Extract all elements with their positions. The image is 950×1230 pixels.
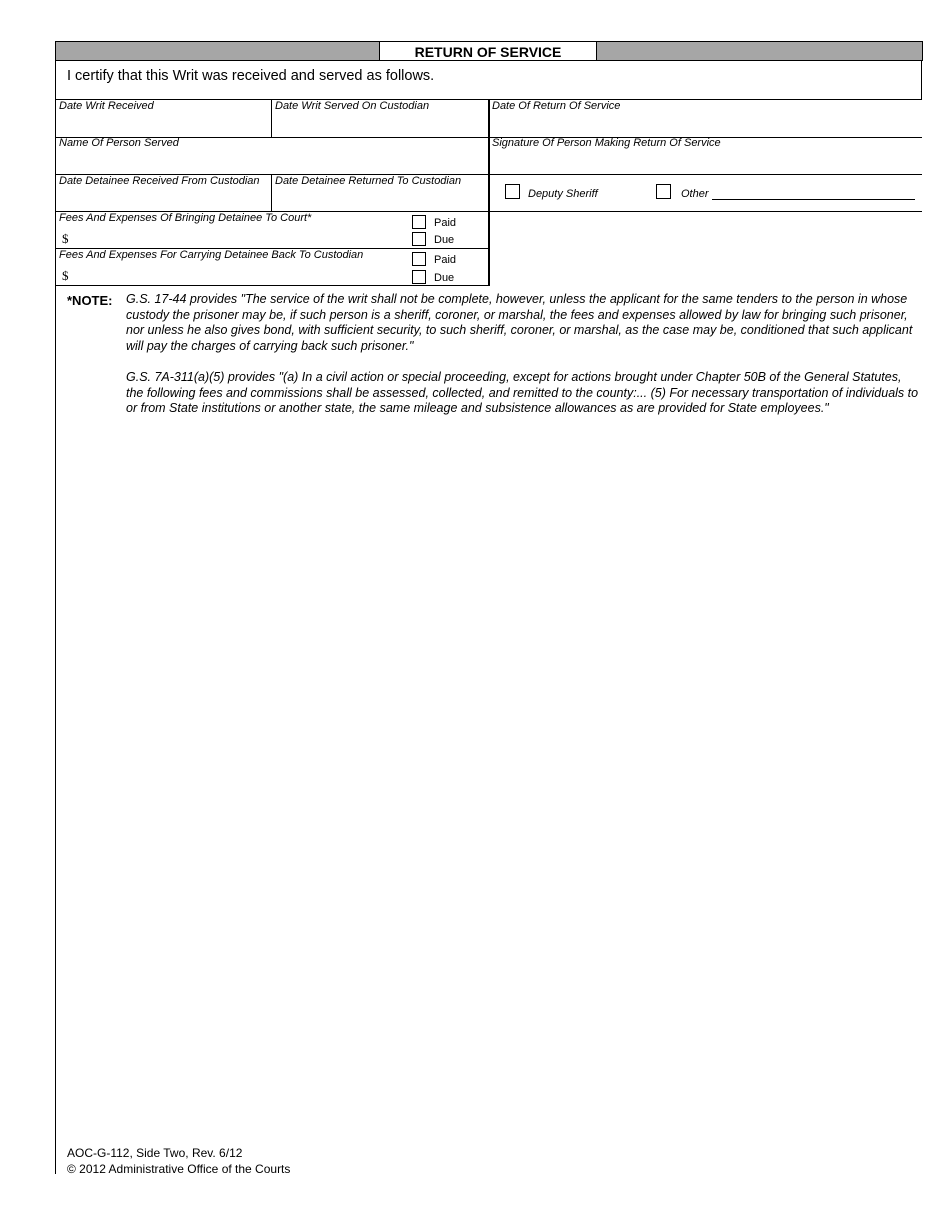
date-detainee-received-label: Date Detainee Received From Custodian [59, 175, 260, 187]
note-paragraph-1: G.S. 17-44 provides "The service of the writ shall not be complete, however, unless the applicant for the same tenders to the person in whose custody the prisoner may be, if such person is a sheriff, coroner, or marshal, the fees and expenses allowed by law for bringing such prisoner, nor unless he also gives bond, with sufficient security, to such sheriff, coroner, or marshal, as the case may be, conditioned that such applicant will pay the charges of carrying back such prisoner." [126, 292, 913, 353]
deputy-sheriff-checkbox[interactable] [505, 184, 520, 199]
date-writ-received-label: Date Writ Received [59, 100, 154, 112]
fees-carrying-dollar: $ [62, 268, 69, 283]
fees-bringing-paid-label: Paid [434, 217, 457, 229]
fees-bringing-dollar: $ [62, 231, 69, 246]
footer-copyright: © 2012 Administrative Office of the Courts [67, 1162, 291, 1176]
header-bar-left [55, 41, 380, 61]
note-paragraph-2: G.S. 7A-311(a)(5) provides "(a) In a civil action or special proceeding, except for actions brought under Chapter 50B of the General Statutes, the following fees and commissions shall be assessed, collected, and remitted to the county:... (5) For necessary transportation of individuals to or from State institutions or another state, the same mileage and subsistence allowances as are provided for State employees." [126, 370, 919, 416]
left-border [55, 61, 56, 1174]
page-title: RETURN OF SERVICE [414, 44, 562, 60]
fees-carrying-paid-checkbox[interactable] [412, 252, 426, 266]
deputy-sheriff-label: Deputy Sheriff [528, 188, 598, 200]
name-person-served-label: Name Of Person Served [59, 137, 179, 149]
certify-statement: I certify that this Writ was received and served as follows. [67, 68, 435, 84]
other-checkbox[interactable] [656, 184, 671, 199]
fees-bringing-due-checkbox[interactable] [412, 232, 426, 246]
header-title-box [379, 41, 597, 61]
grid-vline-mid-left-a [271, 99, 272, 137]
fees-carrying-due-label: Due [434, 272, 455, 284]
fees-carrying-paid-label: Paid [434, 254, 457, 266]
note-label: *NOTE: [67, 293, 113, 308]
right-border-top [921, 61, 922, 99]
date-writ-served-label: Date Writ Served On Custodian [275, 100, 430, 112]
fees-bringing-paid-checkbox[interactable] [412, 215, 426, 229]
grid-vline-center [488, 99, 490, 286]
fees-bringing-due-label: Due [434, 234, 455, 246]
signature-person-label: Signature Of Person Making Return Of Service [492, 137, 721, 149]
other-field-line[interactable] [712, 199, 915, 200]
fees-carrying-due-checkbox[interactable] [412, 270, 426, 284]
other-label: Other [681, 188, 709, 200]
fees-bringing-label: Fees And Expenses Of Bringing Detainee To Court* [59, 212, 312, 224]
date-detainee-returned-label: Date Detainee Returned To Custodian [275, 175, 462, 187]
header-bar-right [596, 41, 923, 61]
fees-carrying-label: Fees And Expenses For Carrying Detainee Back To Custodian [59, 249, 364, 261]
date-of-return-label: Date Of Return Of Service [492, 100, 621, 112]
footer-form-id: AOC-G-112, Side Two, Rev. 6/12 [67, 1146, 243, 1160]
grid-line-6 [55, 285, 489, 286]
grid-vline-mid-left-b [271, 174, 272, 211]
